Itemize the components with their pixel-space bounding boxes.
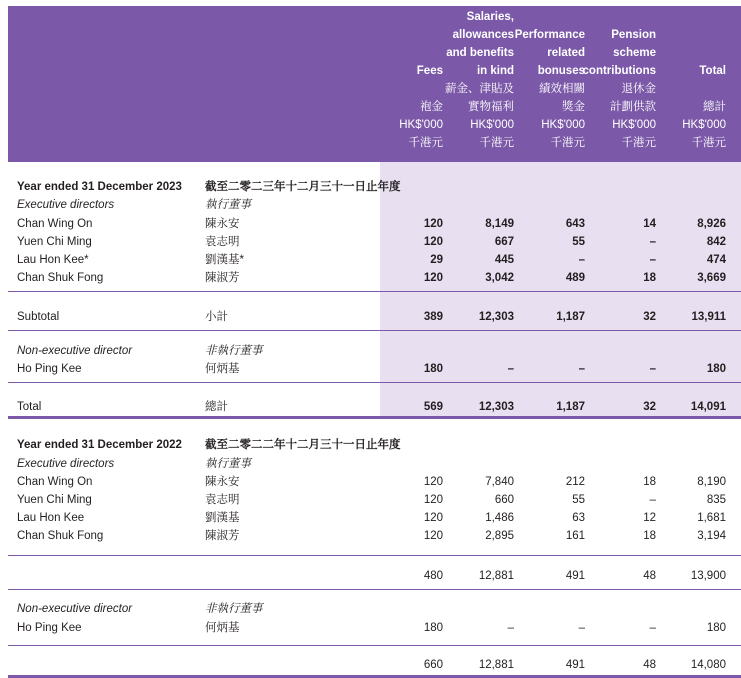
table-row: Ho Ping Kee 何炳基 180 – – – 180 <box>17 622 726 634</box>
year-title-en: Year ended 31 December 2023 <box>17 181 182 193</box>
divider <box>8 589 741 590</box>
table-row: Yuen Chi Ming 袁志明 120 660 55 – 835 <box>17 494 726 506</box>
subtotal-row: Subtotal 小計 389 12,303 1,187 32 13,911 <box>17 311 726 323</box>
col-header-salaries: Salaries, allowances and benefits in kind 薪金、津貼及 實物福利 HK$'000 千港元 <box>445 11 514 149</box>
group-label-nonexecutive: Non-executive director 非執行董事 <box>17 603 263 615</box>
total-row: Total 總計 569 12,303 1,187 32 14,091 <box>17 401 726 413</box>
table-row: Chan Shuk Fong 陳淑芳 120 2,895 161 18 3,194 <box>17 530 726 542</box>
group-label-executive: Executive directors 執行董事 <box>17 458 251 470</box>
section-divider <box>8 416 741 419</box>
total-row: 660 12,881 491 48 14,080 <box>423 659 726 671</box>
table-row: Chan Wing On 陳永安 120 8,149 643 14 8,926 <box>17 218 726 230</box>
col-header-performance: Performance related bonuses 績效相關 獎金 HK$'000 千港元 <box>514 29 585 149</box>
table-row: Lau Hon Kee* 劉漢基* 29 445 – – 474 <box>17 254 726 266</box>
divider <box>8 645 741 646</box>
divider <box>8 555 741 556</box>
divider <box>8 291 741 292</box>
table-row: Ho Ping Kee 何炳基 180 – – – 180 <box>17 363 726 375</box>
table-row: Chan Shuk Fong 陳淑芳 120 3,042 489 18 3,669 <box>17 272 726 284</box>
section-title-2023 <box>0 178 741 196</box>
col-header-fees: Fees 袍金 HK$'000 千港元 <box>399 65 443 149</box>
section-title-2022 <box>0 436 741 454</box>
table-row: Yuen Chi Ming 袁志明 120 667 55 – 842 <box>17 236 726 248</box>
table-row: Chan Wing On 陳永安 120 7,840 212 18 8,190 <box>17 476 726 488</box>
table-row: Lau Hon Kee 劉漢基 120 1,486 63 12 1,681 <box>17 512 726 524</box>
year-title-zh: 截至二零二二年十二月三十一日止年度 <box>205 439 401 451</box>
divider <box>8 330 741 331</box>
col-header-pension: Pension scheme contributions 退休金 計劃供款 HK$'000 千港元 <box>582 29 656 149</box>
group-label-nonexecutive: Non-executive director 非執行董事 <box>17 345 263 357</box>
divider <box>8 382 741 383</box>
year-title-zh: 截至二零二三年十二月三十一日止年度 <box>205 181 401 193</box>
group-label-executive: Executive directors 執行董事 <box>17 199 251 211</box>
subtotal-row: 480 12,881 491 48 13,900 <box>423 570 726 582</box>
year-title-en: Year ended 31 December 2022 <box>17 439 182 451</box>
col-header-total: Total 總計 HK$'000 千港元 <box>682 65 726 149</box>
